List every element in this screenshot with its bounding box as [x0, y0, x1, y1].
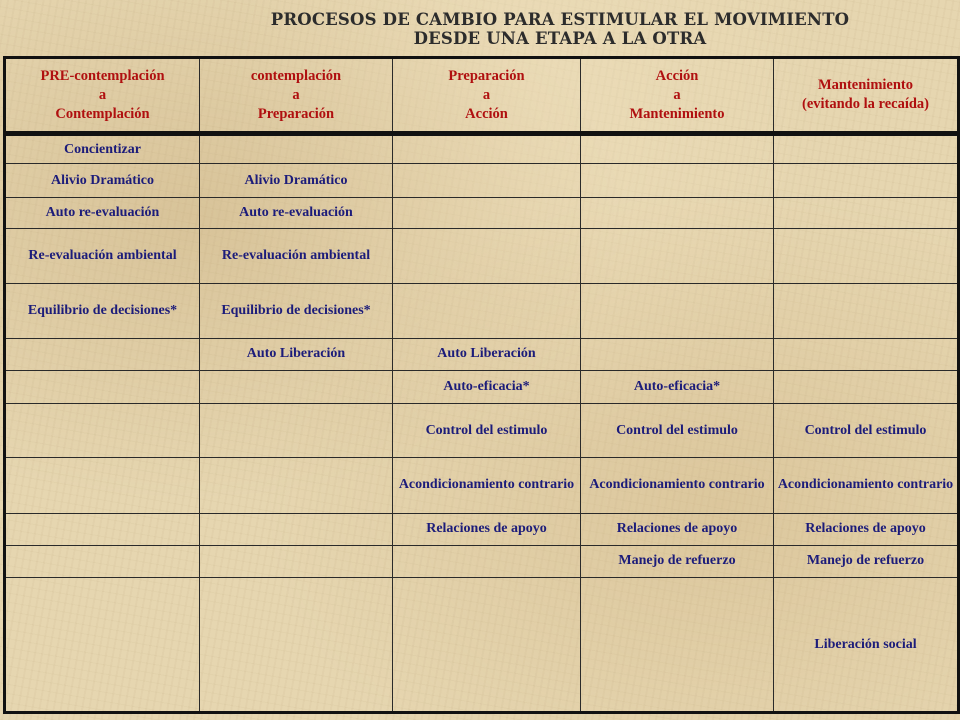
table-row	[5, 513, 959, 545]
header-contemplation: contemplación a Preparación	[200, 58, 393, 134]
table-cell: Relaciones de apoyo	[774, 513, 959, 545]
table-cell	[774, 164, 959, 198]
table-cell	[581, 198, 774, 228]
table-cell	[5, 339, 200, 370]
table-cell	[581, 339, 774, 370]
table-cell: Auto-eficacia*	[393, 370, 581, 403]
table-cell	[200, 545, 393, 577]
table-cell	[200, 403, 393, 457]
header-preparation: Preparación a Acción	[393, 58, 581, 134]
table-cell	[200, 134, 393, 164]
table-cell: Relaciones de apoyo	[393, 513, 581, 545]
table-row	[5, 403, 959, 457]
title-line-2: DESDE UNA ETAPA A LA OTRA	[413, 29, 707, 48]
table-cell	[200, 513, 393, 545]
table-row	[5, 578, 959, 713]
table-cell	[581, 578, 774, 713]
table-cell	[5, 545, 200, 577]
table-cell	[774, 370, 959, 403]
table-row	[5, 370, 959, 403]
header-maintenance: Mantenimiento (evitando la recaída)	[774, 58, 959, 134]
table-row	[5, 545, 959, 577]
table-cell	[393, 164, 581, 198]
table-cell	[393, 545, 581, 577]
table-cell	[774, 284, 959, 339]
table-cell	[5, 578, 200, 713]
table-cell: Equilibrio de decisiones*	[200, 284, 393, 339]
table-cell: Re-evaluación ambiental	[5, 228, 200, 283]
table-row	[5, 198, 959, 228]
page-title	[0, 10, 960, 48]
table-cell	[5, 370, 200, 403]
table-row	[5, 284, 959, 339]
table-cell	[393, 228, 581, 283]
table-cell: Manejo de refuerzo	[774, 545, 959, 577]
table-cell	[774, 198, 959, 228]
table-cell: Auto re-evaluación	[5, 198, 200, 228]
table-cell	[581, 164, 774, 198]
table-row	[5, 339, 959, 370]
table-cell: Acondicionamiento contrario	[393, 458, 581, 513]
table-cell: Auto-eficacia*	[581, 370, 774, 403]
table-cell: Auto Liberación	[200, 339, 393, 370]
table-cell	[5, 403, 200, 457]
table-cell	[5, 513, 200, 545]
table-cell: Control del estimulo	[774, 403, 959, 457]
table-cell: Relaciones de apoyo	[581, 513, 774, 545]
table-cell	[774, 228, 959, 283]
table-cell	[393, 578, 581, 713]
table-row	[5, 228, 959, 283]
table-cell	[200, 458, 393, 513]
table-cell: Alivio Dramático	[200, 164, 393, 198]
header-row	[5, 58, 959, 134]
table-cell	[774, 134, 959, 164]
table-cell: Auto Liberación	[393, 339, 581, 370]
table-cell	[581, 284, 774, 339]
table-cell: Liberación social	[774, 578, 959, 713]
table-row	[5, 134, 959, 164]
stages-process-table	[3, 56, 960, 714]
table-cell	[200, 370, 393, 403]
table-row	[5, 164, 959, 198]
table-cell: Control del estimulo	[393, 403, 581, 457]
table-cell: Re-evaluación ambiental	[200, 228, 393, 283]
table-cell: Acondicionamiento contrario	[774, 458, 959, 513]
header-precontemplation: PRE-contemplación a Contemplación	[5, 58, 200, 134]
table-cell	[5, 458, 200, 513]
title-line-1: PROCESOS DE CAMBIO PARA ESTIMULAR EL MOVIMIENTO	[270, 10, 850, 29]
table-cell: Acondicionamiento contrario	[581, 458, 774, 513]
table-cell	[200, 578, 393, 713]
table-cell	[393, 284, 581, 339]
table-cell	[581, 134, 774, 164]
table-row	[5, 458, 959, 513]
table-cell: Alivio Dramático	[5, 164, 200, 198]
table-cell	[581, 228, 774, 283]
table-cell	[393, 134, 581, 164]
table-cell: Auto re-evaluación	[200, 198, 393, 228]
table-cell	[393, 198, 581, 228]
table-cell: Concientizar	[5, 134, 200, 164]
header-action: Acción a Mantenimiento	[581, 58, 774, 134]
table-cell: Control del estimulo	[581, 403, 774, 457]
table-cell: Manejo de refuerzo	[581, 545, 774, 577]
table-cell	[774, 339, 959, 370]
table-cell: Equilibrio de decisiones*	[5, 284, 200, 339]
